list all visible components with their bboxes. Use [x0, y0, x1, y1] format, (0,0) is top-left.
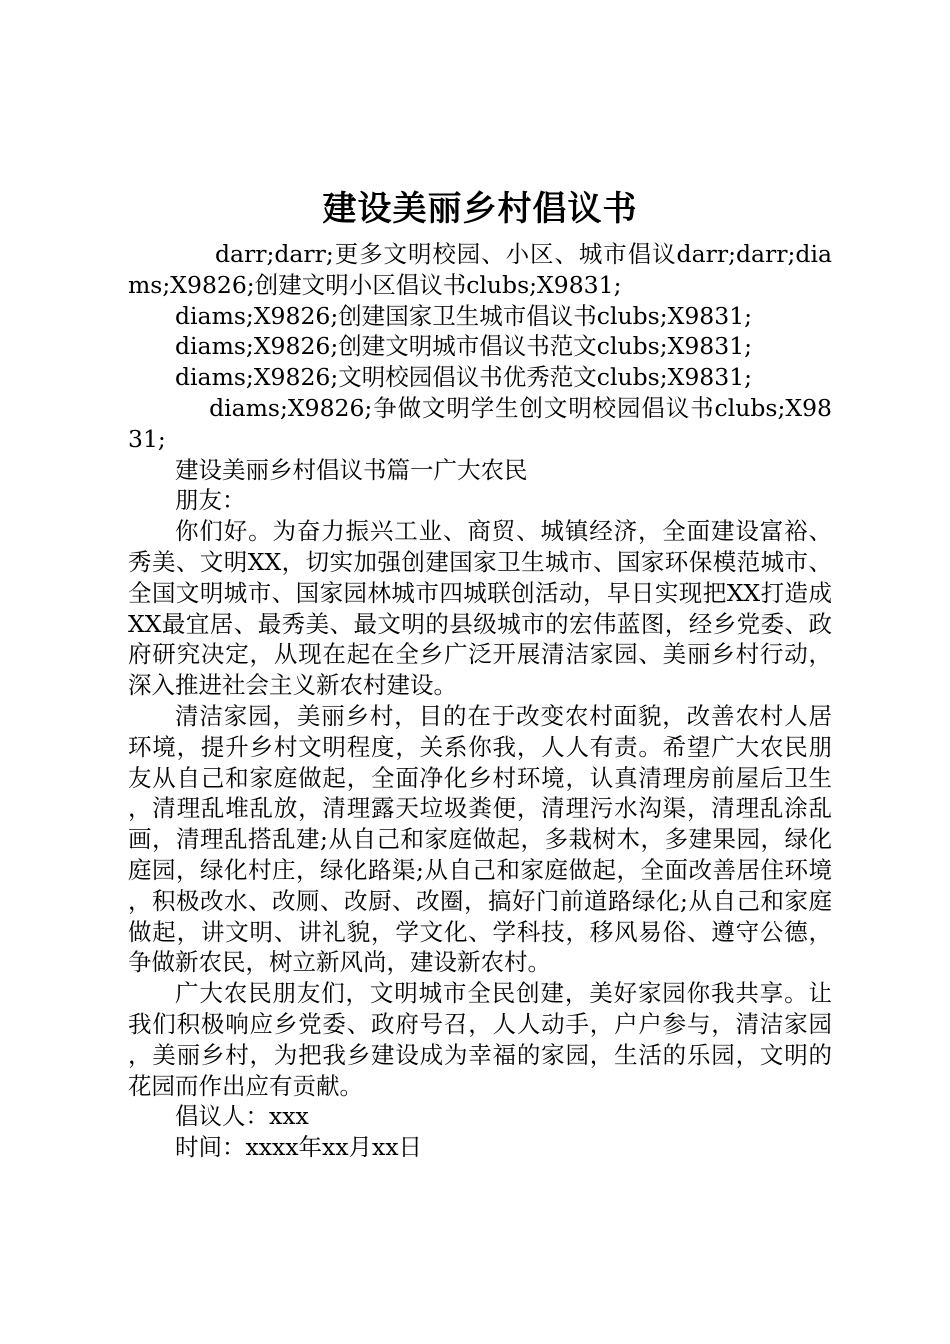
link-line-5: diams;X9826;争做文明学生创文明校园倡议书clubs;X9831;: [128, 393, 832, 453]
paragraph-1: 你们好。为奋力振兴工业、商贸、城镇经济，全面建设富裕、秀美、文明XX，切实加强创建国家卫生城市、国家环保模范城市、全国文明城市、国家园林城市四城联创活动，早日实现把XX打造成XX最宜居、最秀美、最文明的县级城市的宏伟蓝图，经乡党委、政府研究决定，从现在起在全乡广泛开展清洁家园、美丽乡村行动，深入推进社会主义新农村建设。: [128, 517, 832, 700]
signer-line: 倡议人：xxx: [175, 1102, 309, 1131]
document-title: 建设美丽乡村倡议书: [322, 189, 638, 229]
link-line-2: diams;X9826;创建国家卫生城市倡议书clubs;X9831;: [175, 301, 753, 330]
link-line-3: diams;X9826;创建文明城市倡议书范文clubs;X9831;: [175, 332, 753, 361]
section-heading: 建设美丽乡村倡议书篇一广大农民: [175, 455, 528, 484]
document-page: [128, 185, 832, 1163]
document-body: [128, 239, 832, 1163]
date-line: 时间：xxxx年xx月xx日: [175, 1133, 423, 1162]
paragraph-3: 广大农民朋友们，文明城市全民创建，美好家园你我共享。让我们积极响应乡党委、政府号召，人人动手，户户参与，清洁家园，美丽乡村，为把我乡建设成为幸福的家园，生活的乐园，文明的花园而作出应有贡献。: [128, 979, 832, 1100]
salutation: 朋友：: [175, 486, 246, 515]
link-line-1: darr;darr;更多文明校园、小区、城市倡议darr;darr;diams;X9826;创建文明小区倡议书clubs;X9831;: [128, 240, 832, 299]
link-line-4: diams;X9826;文明校园倡议书优秀范文clubs;X9831;: [175, 363, 753, 392]
paragraph-2: 清洁家园，美丽乡村，目的在于改变农村面貌，改善农村人居环境，提升乡村文明程度，关系你我，人人有责。希望广大农民朋友从自己和家庭做起，全面净化乡村环境，认真清理房前屋后卫生，清理乱堆乱放，清理露天垃圾粪便，清理污水沟渠，清理乱涂乱画，清理乱搭乱建;从自己和家庭做起，多栽树木，多建果园，绿化庭园，绿化村庄，绿化路渠;从自己和家庭做起，全面改善居住环境，积极改水、改厕、改厨、改圈，搞好门前道路绿化;从自己和家庭做起，讲文明、讲礼貌，学文化、学科技，移风易俗、遵守公德，争做新农民，树立新风尚，建设新农村。: [128, 701, 832, 977]
